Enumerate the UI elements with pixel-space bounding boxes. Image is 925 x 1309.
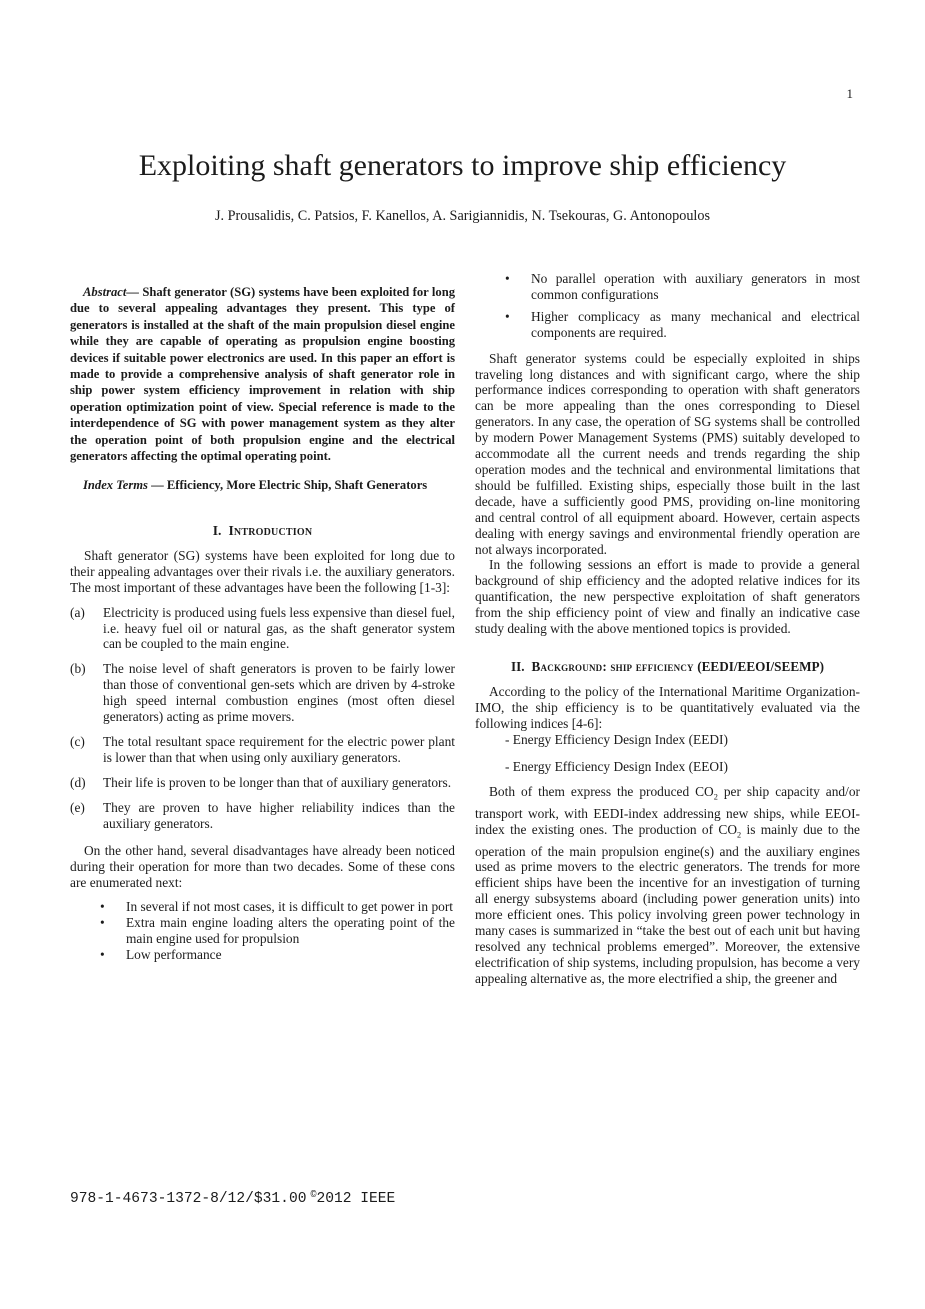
list-item bbox=[70, 947, 455, 963]
item-text: The noise level of shaft generators is proven to be fairly lower than those of conventional gen-sets which are driven by 4-stroke high speed internal combustion engines (most often diesel generators) acting as prime movers. bbox=[103, 661, 455, 725]
abstract-text: Shaft generator (SG) systems have been exploited for long due to several appealing advantages they present. This type of generators is installed at the shaft of the main propulsion diesel engine while they are capable of operating as propulsion engine boosting devices if suitable power electronics are used. In this paper an effort is made to provide a comprehensive analysis of shaft generator role in ship power system efficiency improvement in relation with ship operation optimization point of view. Special reference is made to the interdependence of SG with power management system as they alter the operation point of both propulsion engine and the electrical generators affecting the optimal operating point. bbox=[70, 285, 455, 464]
list-item bbox=[70, 915, 455, 947]
co2-paragraph-part: is mainly due to the operation of the main propulsion engine(s) and the auxiliary engines used as prime movers to the electric generators. The trends for more efficient ships have been the incentive for an investigation of turning all energy subsystems aboard (including power generation units) into more efficient ones. This policy involving green power technology in many cases is summarized in “take the best out of each unit but having resolved any technical problems emerged”. Moreover, the extensive electrification of ship systems, including propulsion, has become a very appealing alternative as, the more electrified a ship, the greener and bbox=[475, 821, 860, 986]
section-title: Background: ship efficiency bbox=[531, 658, 698, 674]
co2-paragraph-part: per ship capacity and/or transport work, with EEDI-index addressing new ships, while EEOI-index the existing ones. The production of CO bbox=[475, 784, 861, 837]
eeoi-index-line: - Energy Efficiency Design Index (EEOI) bbox=[505, 758, 728, 774]
section-heading-background bbox=[475, 659, 860, 675]
item-text: They are proven to have higher reliability indices than the auxiliary generators. bbox=[103, 799, 455, 831]
advantage-item-d bbox=[70, 775, 455, 791]
bullet-icon: • bbox=[505, 308, 510, 324]
item-label: (e) bbox=[70, 799, 85, 815]
column-left bbox=[70, 269, 455, 987]
following-sessions-paragraph: In the following sessions an effort is made to provide a general background of ship efficiency and the adopted relative indices for its quantification, the new perspective exploitation of shaft generators from the ship efficiency point of view and finally an indicative case study dealing with the above mentioned topics is provided. bbox=[475, 557, 860, 637]
index-terms-dash: — bbox=[147, 478, 167, 493]
item-text: Electricity is produced using fuels less expensive than diesel fuel, i.e. heavy fuel oil or natural gas, as the shaft generator system can be coupled to the main engine. bbox=[103, 604, 455, 652]
intro-paragraph: Shaft generator (SG) systems have been exploited for long due to their appealing advantages over their rivals i.e. the auxiliary generators. The most important of these advantages have been the following [1-3]: bbox=[70, 547, 455, 595]
item-label: (a) bbox=[70, 604, 85, 620]
bullet-text: In several if not most cases, it is difficult to get power in port bbox=[126, 899, 454, 915]
bullet-text: Low performance bbox=[126, 946, 222, 962]
subscript-2: 2 bbox=[737, 830, 742, 840]
co2-paragraph-part: Both of them express the produced CO bbox=[489, 784, 714, 800]
section-numeral: II. bbox=[510, 658, 525, 674]
cons-bullet-list bbox=[70, 899, 455, 963]
advantage-item-c bbox=[70, 734, 455, 766]
eedi-index-line: - Energy Efficiency Design Index (EEDI) bbox=[505, 731, 728, 747]
footer-copyright-notice bbox=[70, 1190, 395, 1207]
subscript-2: 2 bbox=[713, 793, 718, 803]
list-item bbox=[475, 309, 860, 341]
section-title-acronyms: (EEDI/EEOI/SEEMP) bbox=[697, 658, 825, 674]
imo-policy-paragraph: According to the policy of the International Maritime Organization-IMO, the ship efficiency is to be quantitatively evaluated via the following indices [4-6]: bbox=[475, 683, 860, 731]
authors-line: J. Prousalidis, C. Patsios, F. Kanellos, A. Sarigiannidis, N. Tsekouras, G. Antonopoulos bbox=[215, 208, 710, 224]
advantage-item-e bbox=[70, 800, 455, 832]
section-heading-introduction bbox=[70, 523, 455, 539]
list-item bbox=[475, 271, 860, 303]
bullet-icon: • bbox=[100, 899, 105, 915]
bullet-icon: • bbox=[100, 946, 105, 962]
section-numeral: I. bbox=[212, 522, 222, 538]
bullet-icon: • bbox=[100, 915, 105, 931]
index-terms-label: Index Terms bbox=[83, 478, 148, 493]
advantage-item-a bbox=[70, 605, 455, 653]
section-title: Introduction bbox=[228, 522, 313, 538]
bullet-icon: • bbox=[505, 271, 510, 286]
item-label: (d) bbox=[70, 774, 86, 790]
index-terms-text: Efficiency, More Electric Ship, Shaft Generators bbox=[166, 478, 428, 493]
shaft-generator-paragraph: Shaft generator systems could be especially exploited in ships traveling long distances and with significant cargo, where the ship performance indices corresponding to operation with shaft generators can be more appealing than the ones corresponding to Diesel generators. In any case, the operation of SG systems shall be controlled by modern Power Management Systems (PMS) suitably developed to accommodate all the current needs and trends regarding the ship operation modes and the technical and environmental limitations that should be fulfilled. Existing ships, especially those built in the last decade, have a sufficiently good PMS, providing on-line monitoring and central control of all equipment aboard. However, certain aspects dealing with energy savings and environmental friendly operation are not always incorporated. bbox=[475, 350, 860, 557]
list-item bbox=[70, 899, 455, 915]
item-text: The total resultant space requirement for the electric power plant is lower than that when using only auxiliary generators. bbox=[103, 733, 455, 765]
item-text: Their life is proven to be longer than that of auxiliary generators. bbox=[103, 774, 452, 790]
item-label: (c) bbox=[70, 733, 85, 749]
cons-paragraph: On the other hand, several disadvantages have already been noticed during their operation for more than two decades. Some of these cons are enumerated next: bbox=[70, 843, 455, 891]
footer-isbn: 978-1-4673-1372-8/12/$31.00 bbox=[70, 1191, 307, 1207]
two-column-body bbox=[70, 269, 860, 987]
bullet-text: No parallel operation with auxiliary generators in most common configurations bbox=[531, 271, 860, 302]
bullet-text: Higher complicacy as many mechanical and electrical components are required. bbox=[531, 308, 860, 340]
advantage-item-b bbox=[70, 661, 455, 725]
item-label: (b) bbox=[70, 661, 86, 677]
abstract-paragraph bbox=[70, 284, 455, 464]
top-bullet-list bbox=[475, 271, 860, 341]
copyright-icon: © bbox=[310, 1190, 317, 1201]
bullet-text: Extra main engine loading alters the operating point of the main engine used for propulsion bbox=[126, 915, 455, 946]
column-right bbox=[475, 269, 860, 987]
paper-title: Exploiting shaft generators to improve ship efficiency bbox=[138, 149, 787, 182]
footer-year: 2012 IEEE bbox=[316, 1191, 396, 1207]
page-number: 1 bbox=[846, 86, 853, 101]
abstract-label: Abstract— bbox=[83, 285, 139, 299]
index-terms-paragraph bbox=[70, 477, 455, 493]
co2-paragraph bbox=[475, 784, 860, 986]
